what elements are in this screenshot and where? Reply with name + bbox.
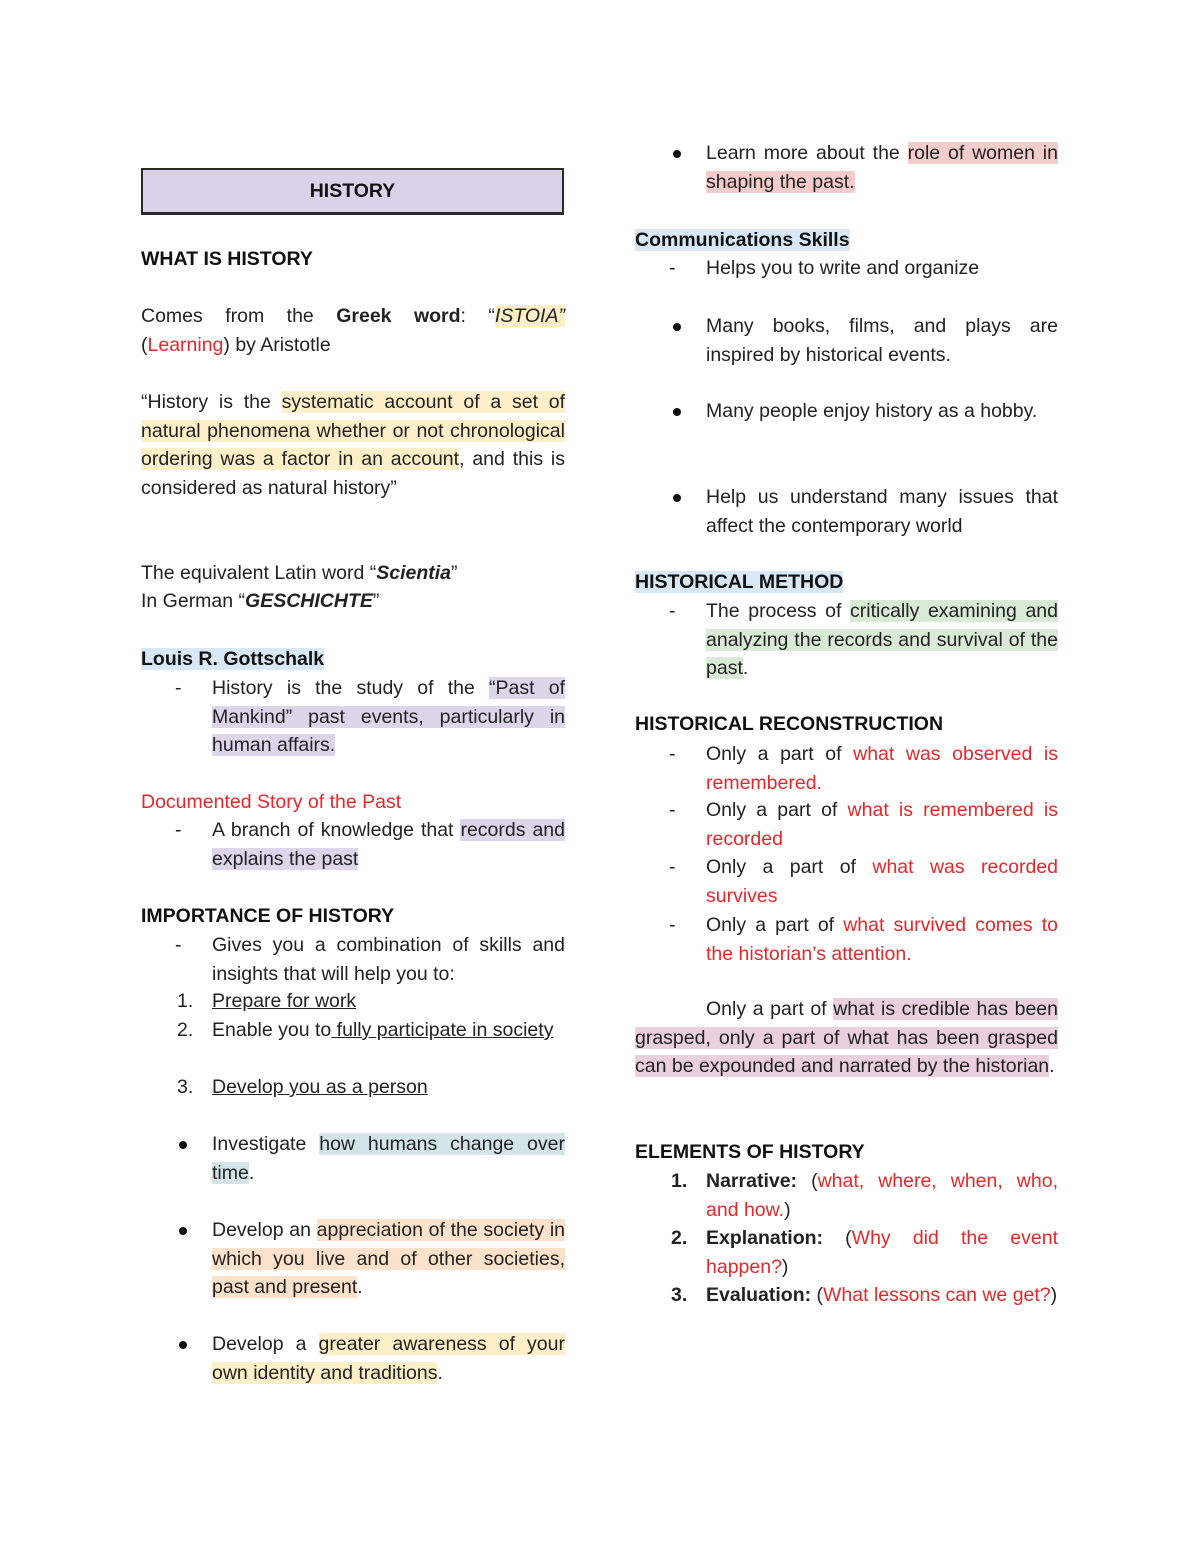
bullet-item: Many people enjoy history as a hobby. [635, 397, 1058, 426]
bullet-item: Develop a greater awareness of your own identity and traditions. [141, 1330, 565, 1387]
what-is-history-heading: WHAT IS HISTORY [141, 248, 313, 270]
origin-paragraph: Comes from the Greek word: “ISTOIA” (Learning) by Aristotle [141, 305, 565, 356]
bullet-icon [673, 323, 681, 331]
element-item: 2. Explanation: (Why did the event happen?) [671, 1227, 1058, 1278]
reconstruction-paragraph: Only a part of what is credible has been grasped, only a part of what has been grasped can be expounded and narrated by the historian. [635, 998, 1058, 1078]
numbered-item: 2. Enable you to fully participate in society [177, 1019, 554, 1041]
method-item: - The process of critically examining and analyzing the records and survival of the past. [669, 600, 1058, 680]
communications-heading: Communications Skills [635, 229, 850, 251]
documented-heading: Documented Story of the Past [141, 791, 402, 813]
reconstruction-item: - Only a part of what was observed is remembered. [669, 743, 1058, 794]
bullet-icon [673, 494, 681, 502]
bullet-item: Many books, films, and plays are inspired by historical events. [635, 312, 1058, 369]
gottschalk-heading: Louis R. Gottschalk [141, 648, 325, 670]
element-item: 1. Narrative: (what, where, when, who, and how.) [671, 1170, 1058, 1221]
latin-word-line: The equivalent Latin word “Scientia” [141, 562, 458, 584]
method-heading: HISTORICAL METHOD [635, 571, 844, 593]
importance-heading: IMPORTANCE OF HISTORY [141, 905, 395, 927]
bullet-item: Help us understand many issues that affect the contemporary world [635, 483, 1058, 540]
bullet-item: Investigate how humans change over time. [141, 1130, 565, 1187]
bullet-icon [179, 1341, 187, 1349]
importance-intro: - Gives you a combination of skills and insights that will help you to: [175, 934, 565, 985]
reconstruction-item: - Only a part of what is remembered is recorded [669, 799, 1058, 850]
communications-item: - Helps you to write and organize [669, 257, 980, 279]
reconstruction-item: - Only a part of what survived comes to the historian’s attention. [669, 914, 1058, 965]
reconstruction-heading: HISTORICAL RECONSTRUCTION [635, 713, 944, 735]
document-title: HISTORY [141, 168, 564, 215]
definition-paragraph: “History is the systematic account of a set of natural phenomena whether or not chronological ordering was a factor in an account, and this is considered as natural history” [141, 391, 566, 499]
reconstruction-item: - Only a part of what was recorded survives [669, 856, 1058, 907]
elements-heading: ELEMENTS OF HISTORY [635, 1141, 865, 1163]
german-word-line: In German “GESCHICHTE” [141, 590, 380, 612]
numbered-item: 3. Develop you as a person [177, 1076, 428, 1098]
bullet-icon [673, 150, 681, 158]
documented-item: - A branch of knowledge that records and explains the past [175, 819, 565, 870]
bullet-icon [673, 408, 681, 416]
bullet-item: Learn more about the role of women in shaping the past. [635, 139, 1058, 196]
element-item: 3. Evaluation: (What lessons can we get?) [671, 1284, 1058, 1306]
bullet-icon [179, 1141, 187, 1149]
numbered-item: 1. Prepare for work [177, 990, 357, 1012]
bullet-icon [179, 1227, 187, 1235]
gottschalk-item: - History is the study of the “Past of Mankind” past events, particularly in human affairs. [175, 677, 565, 757]
bullet-item: Develop an appreciation of the society in which you live and of other societies, past and present. [141, 1216, 565, 1302]
